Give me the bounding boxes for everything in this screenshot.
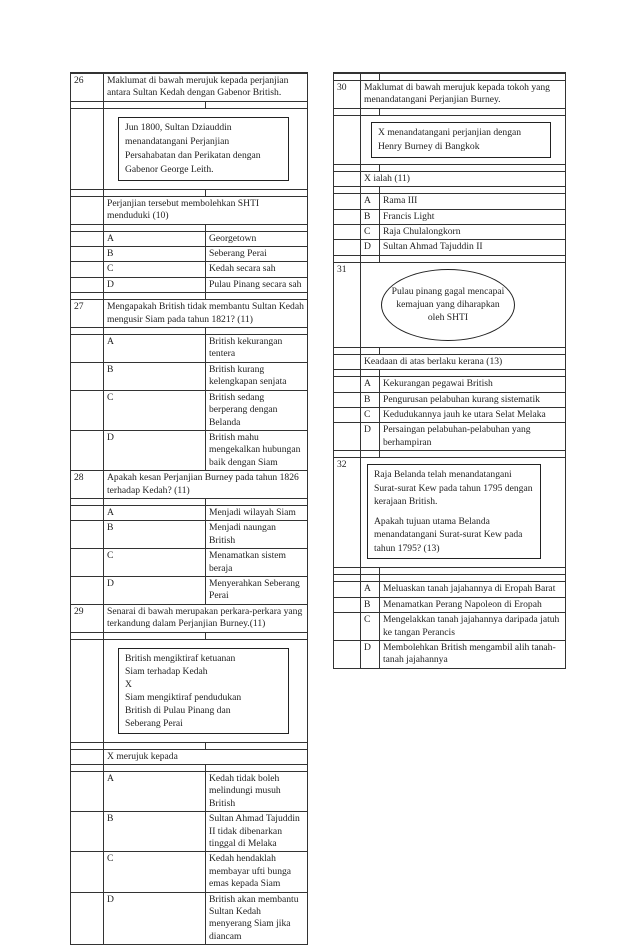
option-letter: C (104, 262, 206, 277)
question-row-31 (334, 262, 566, 347)
option-text: Membolehkan British mengambil alih tanah-tanah jajahannya (380, 640, 566, 668)
option-text: Raja Chulalongkorn (380, 225, 566, 240)
option-text: British kurang kelengkapan senjata (206, 362, 308, 390)
question-row-30 (334, 81, 566, 109)
option-letter: B (361, 597, 380, 612)
question-stem: Maklumat di bawah merujuk kepada tokoh yang menandatangani Perjanjian Burney. (361, 81, 566, 109)
option-text: Persaingan pelabuhan-pelabuhan yang berhampiran (380, 423, 566, 451)
option-row[interactable] (71, 521, 308, 549)
option-row[interactable] (71, 549, 308, 577)
option-letter: D (104, 277, 206, 292)
info-box (118, 648, 289, 734)
info-box-line: Siam terhadap Kedah (125, 665, 208, 677)
option-letter: B (104, 521, 206, 549)
option-letter: C (361, 225, 380, 240)
question-row-28 (71, 471, 308, 499)
option-text: Pengurusan pelabuhan kurang sistematik (380, 392, 566, 407)
question-number: 29 (71, 604, 104, 632)
option-letter: C (361, 408, 380, 423)
option-letter: B (104, 362, 206, 390)
option-letter: B (361, 209, 380, 224)
info-box-paragraph: Raja Belanda telah menandatangani Surat-surat Kew pada tahun 1795 dengan kerajaan British. (374, 469, 533, 508)
option-row[interactable] (71, 430, 308, 470)
info-ellipse: Pulau pinang gagal mencapai kemajuan yang diharapkan oleh SHTI (381, 269, 515, 341)
option-row[interactable] (71, 390, 308, 430)
option-text: Pulau Pinang secara sah (206, 277, 308, 292)
option-letter: C (104, 549, 206, 577)
option-letter: A (104, 505, 206, 520)
option-row[interactable] (334, 392, 566, 407)
question-stem: Apakah kesan Perjanjian Burney pada tahun 1826 terhadap Kedah? (11) (104, 471, 308, 499)
option-row[interactable] (334, 613, 566, 641)
option-text: British akan membantu Sultan Kedah menyerang Siam jika diancam (206, 892, 308, 945)
question-prompt: X ialah (11) (361, 171, 566, 186)
question-stem: Maklumat di bawah merujuk kepada perjanjian antara Sultan Kedah dengan Gabenor British. (104, 74, 308, 102)
question-stem: Senarai di bawah merupakan perkara-perkara yang terkandung dalam Perjanjian Burney.(11) (104, 604, 308, 632)
option-row[interactable] (334, 640, 566, 668)
option-text: Kedah hendaklah membayar ufti bunga emas kepada Siam (206, 852, 308, 892)
option-letter: A (104, 772, 206, 812)
option-row[interactable] (71, 231, 308, 246)
info-box-line: Seberang Perai (125, 717, 183, 729)
option-row[interactable] (71, 247, 308, 262)
option-text: Kedah tidak boleh melindungi musuh British (206, 772, 308, 812)
option-letter: C (104, 390, 206, 430)
info-box-line: X (125, 678, 132, 690)
info-box: X menandatangani perjanjian dengan Henry Burney di Bangkok (371, 122, 551, 158)
left-column (70, 72, 308, 945)
option-text: Kedudukannya jauh ke utara Selat Melaka (380, 408, 566, 423)
option-row[interactable] (334, 377, 566, 392)
info-box (367, 464, 541, 559)
option-letter: D (104, 576, 206, 604)
info-box-line: Siam mengiktiraf pendudukan (125, 691, 242, 703)
option-letter: B (104, 247, 206, 262)
option-text: Meluaskan tanah jajahannya di Eropah Barat (380, 582, 566, 597)
option-text: Kedah secara sah (206, 262, 308, 277)
option-row[interactable] (71, 852, 308, 892)
option-text: British sedang berperang dengan Belanda (206, 390, 308, 430)
option-row[interactable] (334, 194, 566, 209)
option-row[interactable] (71, 277, 308, 292)
question-number: 31 (334, 262, 361, 347)
option-text: British mahu mengekalkan hubungan baik dengan Siam (206, 430, 308, 470)
option-text: Mengelakkan tanah jajahannya daripada jatuh ke tangan Perancis (380, 613, 566, 641)
question-stem: Mengapakah British tidak membantu Sultan Kedah mengusir Siam pada tahun 1821? (11) (104, 300, 308, 328)
question-number: 32 (334, 458, 361, 568)
option-letter: B (361, 392, 380, 407)
option-letter: D (361, 240, 380, 255)
option-text: Menyerahkan Seberang Perai (206, 576, 308, 604)
option-letter: A (104, 335, 206, 363)
option-text: British kekurangan tentera (206, 335, 308, 363)
option-letter: D (104, 892, 206, 945)
option-text: Menamatkan Perang Napoleon di Eropah (380, 597, 566, 612)
option-row[interactable] (71, 812, 308, 852)
option-row[interactable] (71, 505, 308, 520)
option-text: Georgetown (206, 231, 308, 246)
option-row[interactable] (334, 582, 566, 597)
option-text: Seberang Perai (206, 247, 308, 262)
option-letter: A (361, 582, 380, 597)
question-number: 30 (334, 81, 361, 109)
option-text: Menjadi naungan British (206, 521, 308, 549)
option-row[interactable] (71, 576, 308, 604)
option-row[interactable] (71, 262, 308, 277)
question-prompt: X merujuk kepada (104, 749, 308, 764)
option-letter: A (361, 194, 380, 209)
question-prompt: Keadaan di atas berlaku kerana (13) (361, 354, 566, 369)
option-text: Menamatkan sistem beraja (206, 549, 308, 577)
option-text: Rama III (380, 194, 566, 209)
option-row[interactable] (71, 335, 308, 363)
option-row[interactable] (71, 892, 308, 945)
info-box-line: British di Pulau Pinang dan (125, 704, 231, 716)
question-table-right (333, 73, 566, 669)
info-box-paragraph: Apakah tujuan utama Belanda menandatangani Surat-surat Kew pada tahun 1795? (13) (374, 515, 523, 554)
option-letter: D (361, 640, 380, 668)
option-text: Sultan Ahmad Tajuddin II tidak dibenarkan tinggal di Melaka (206, 812, 308, 852)
option-text: Francis Light (380, 209, 566, 224)
question-row-29 (71, 604, 308, 632)
question-number: 28 (71, 471, 104, 499)
right-column (333, 72, 566, 669)
info-box-line: British mengiktiraf ketuanan (125, 652, 236, 664)
option-row[interactable] (334, 408, 566, 423)
option-letter: C (104, 852, 206, 892)
option-row[interactable] (334, 225, 566, 240)
question-prompt: Perjanjian tersebut membolehkan SHTI menduduki (10) (104, 196, 308, 224)
option-text: Sultan Ahmad Tajuddin II (380, 240, 566, 255)
option-letter: D (104, 430, 206, 470)
question-number: 27 (71, 300, 104, 328)
option-row[interactable] (334, 209, 566, 224)
option-text: Menjadi wilayah Siam (206, 505, 308, 520)
question-row-32 (334, 458, 566, 568)
question-table-left (70, 73, 308, 945)
question-row-26 (71, 74, 308, 102)
option-letter: A (361, 377, 380, 392)
question-number: 26 (71, 74, 104, 102)
option-letter: A (104, 231, 206, 246)
option-row[interactable] (334, 423, 566, 451)
question-row-27 (71, 300, 308, 328)
option-row[interactable] (71, 772, 308, 812)
info-box: Jun 1800, Sultan Dziauddin menandatangani Perjanjian Persahabatan dan Perikatan dengan Gabenor George Leith. (118, 117, 289, 181)
option-text: Kekurangan pegawai British (380, 377, 566, 392)
option-letter: D (361, 423, 380, 451)
option-letter: C (361, 613, 380, 641)
option-row[interactable] (71, 362, 308, 390)
option-letter: B (104, 812, 206, 852)
option-row[interactable] (334, 597, 566, 612)
option-row[interactable] (334, 240, 566, 255)
